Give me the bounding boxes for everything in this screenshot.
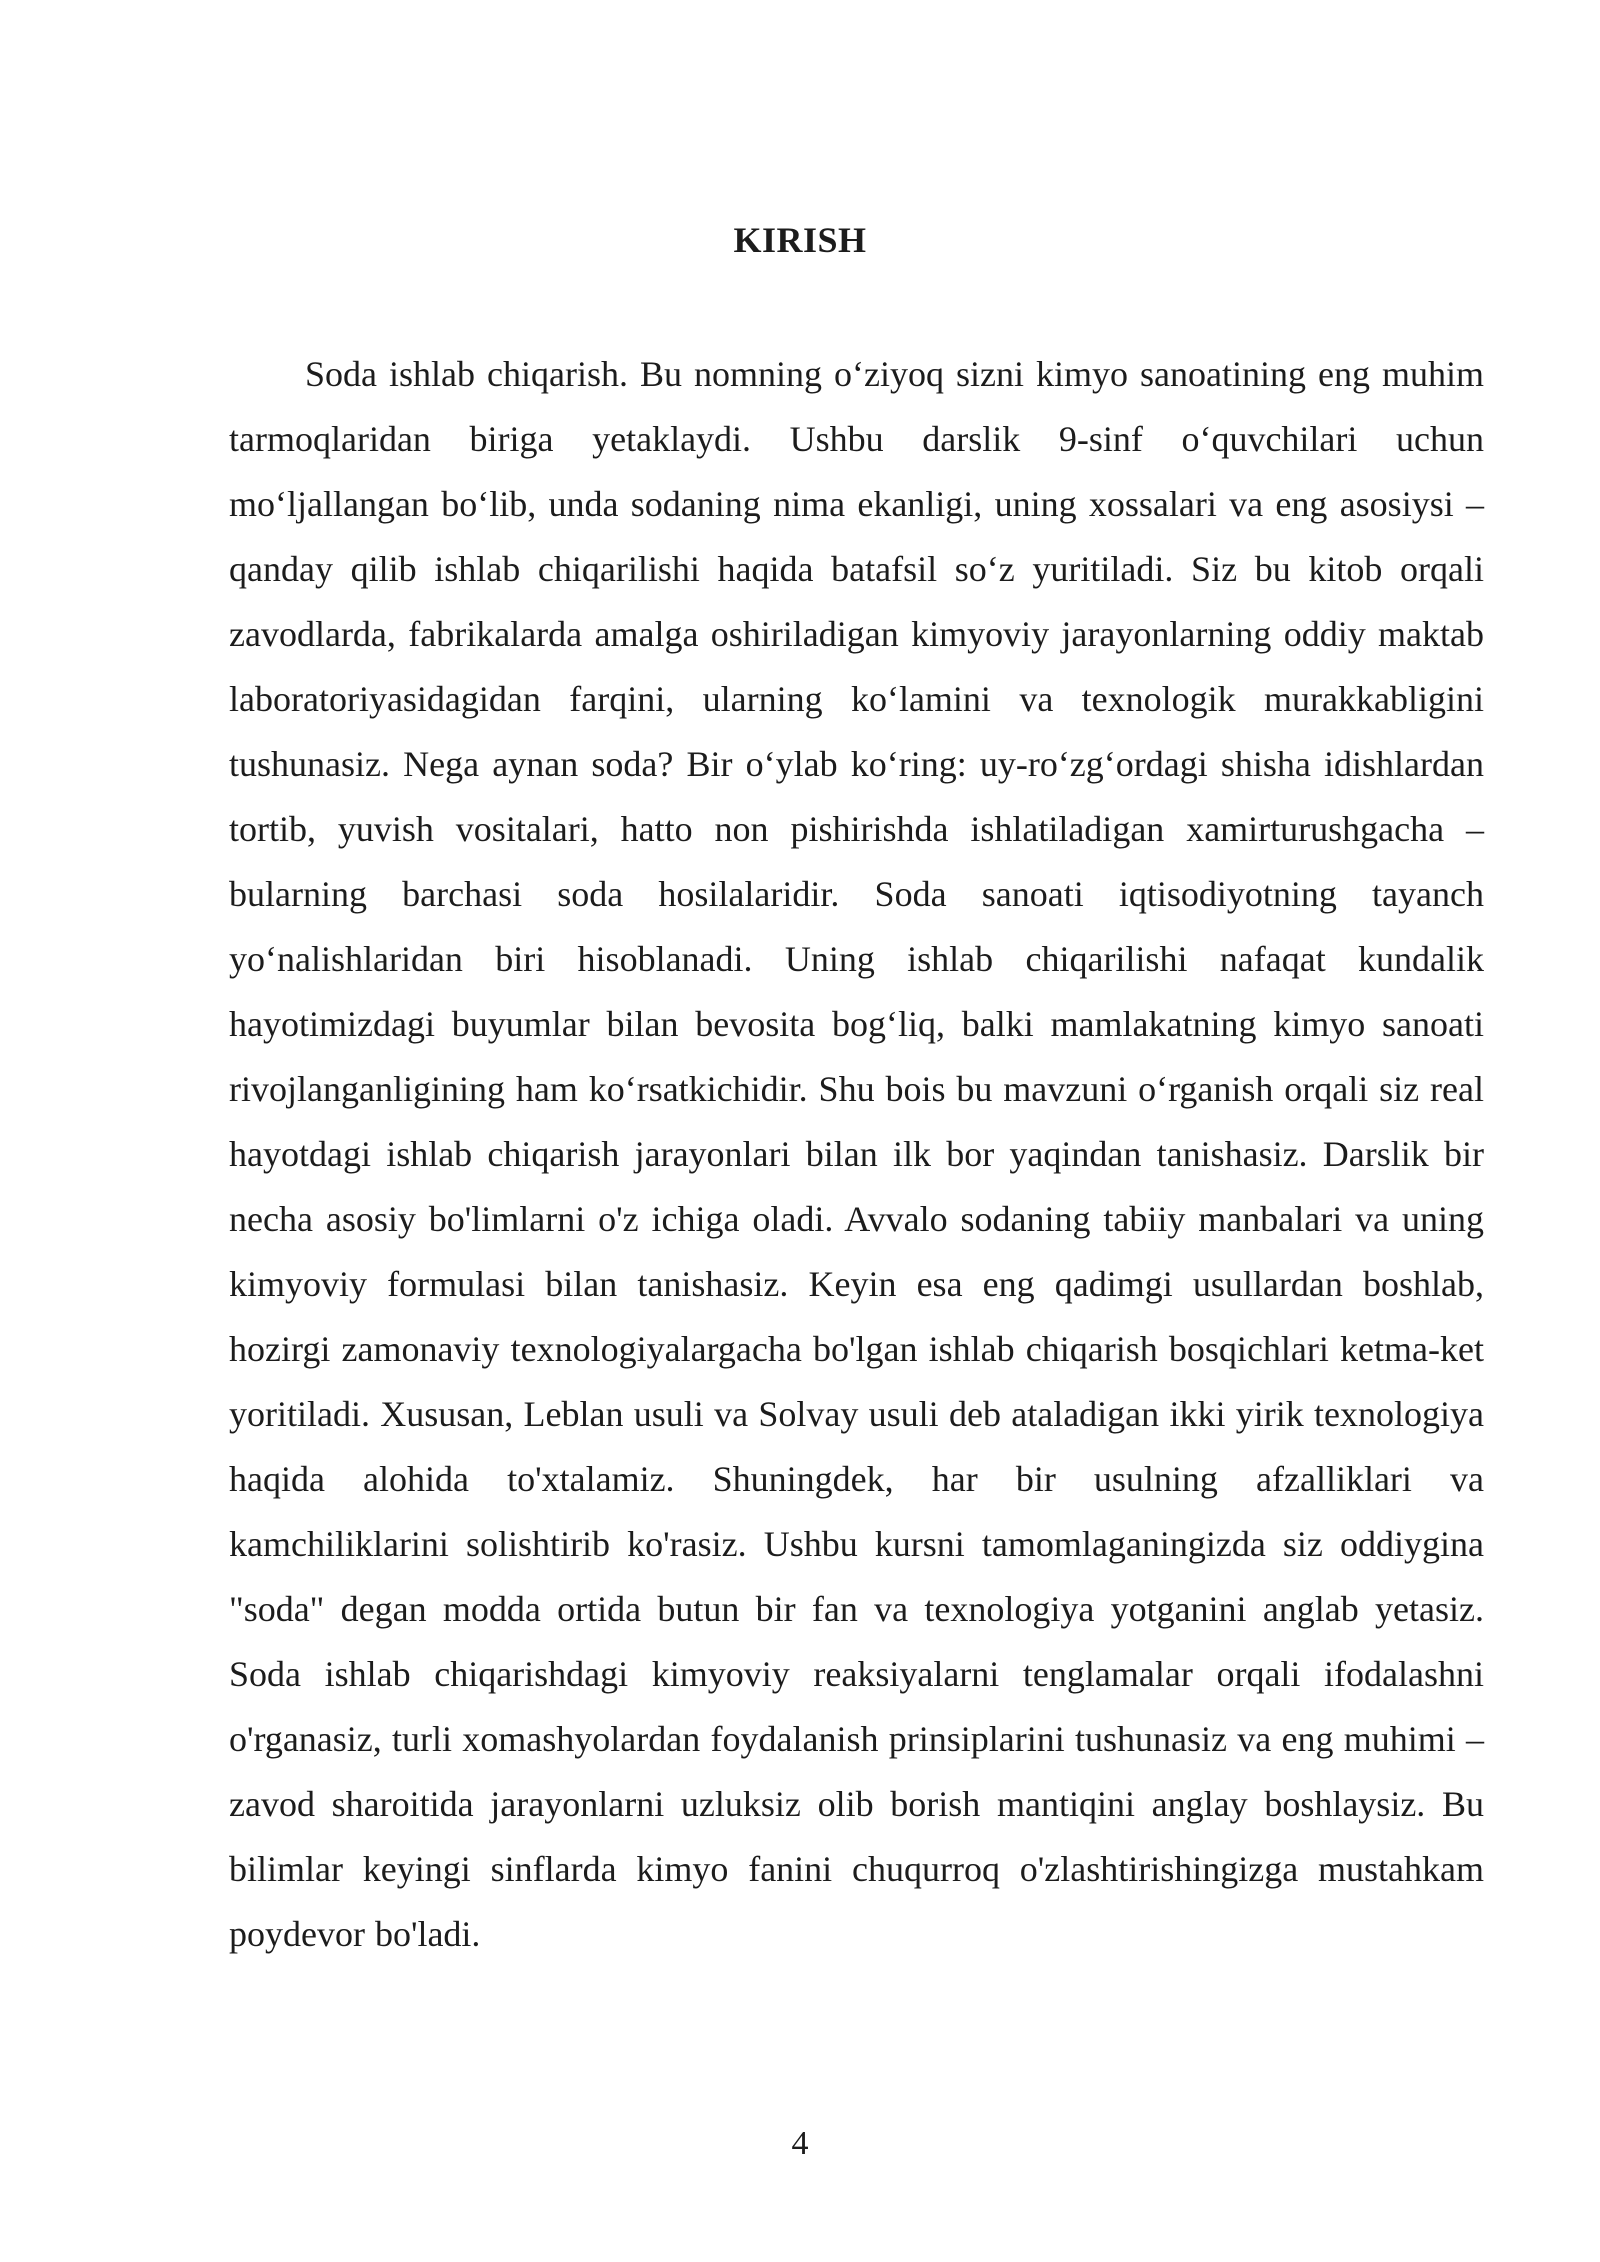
page-number: 4 [791, 2125, 809, 2162]
body-paragraph: Soda ishlab chiqarish. Bu nomning o‘ziyoq sizni kimyo sanoatining eng muhim tarmoqlaridan biriga yetaklaydi. Ushbu darslik 9-sinf o‘quvchilari uchun mo‘ljallangan bo‘lib, unda sodaning nima ekanligi, uning xossalari va eng asosiysi – qanday qilib ishlab chiqarilishi haqida batafsil so‘z yuritiladi. Siz bu kitob orqali zavodlarda, fabrikalarda amalga oshiriladigan kimyoviy jarayonlarning oddiy maktab laboratoriyasidagidan farqini, ularning ko‘lamini va texnologik murakkabligini tushunasiz. Nega aynan soda? Bir o‘ylab ko‘ring: uy-ro‘zg‘ordagi shisha idishlardan tortib, yuvish vositalari, hatto non pishirishda ishlatiladigan xamirturushgacha – bularning barchasi soda hosilalaridir. Soda sanoati iqtisodiyotning tayanch yo‘nalishlaridan biri hisoblanadi. Uning ishlab chiqarilishi nafaqat kundalik hayotimizdagi buyumlar bilan bevosita bog‘liq, balki mamlakatning kimyo sanoati rivojlanganligining ham ko‘rsatkichidir. Shu bois bu mavzuni o‘rganish orqali siz real hayotdagi ishlab chiqarish jarayonlari bilan ilk bor yaqindan tanishasiz. Darslik bir necha asosiy bo'limlarni o'z ichiga oladi. Avvalo sodaning tabiiy manbalari va uning kimyoviy formulasi bilan tanishasiz. Keyin esa eng qadimgi usullardan boshlab, hozirgi zamonaviy texnologiyalargacha bo'lgan ishlab chiqarish bosqichlari ketma-ket yoritiladi. Xususan, Leblan usuli va Solvay usuli deb ataladigan ikki yirik texnologiya haqida alohida to'xtalamiz. Shuningdek, har bir usulning afzalliklari va kamchiliklarini solishtirib ko'rasiz. Ushbu kursni tamomlaganingizda siz oddiygina "soda" degan modda ortida butun bir fan va texnologiya yotganini anglab yetasiz. Soda ishlab chiqarishdagi kimyoviy reaksiyalarni tenglamalar orqali ifodalashni o'rganasiz, turli xomashyolardan foydalanish prinsiplarini tushunasiz va eng muhimi – zavod sharoitida jarayonlarni uzluksiz olib borish mantiqini anglay boshlaysiz. Bu bilimlar keyingi sinflarda kimyo fanini chuqurroq o'zlashtirishingizga mustahkam poydevor bo'ladi. [229, 354, 1484, 1954]
section-title: KIRISH [733, 220, 867, 260]
